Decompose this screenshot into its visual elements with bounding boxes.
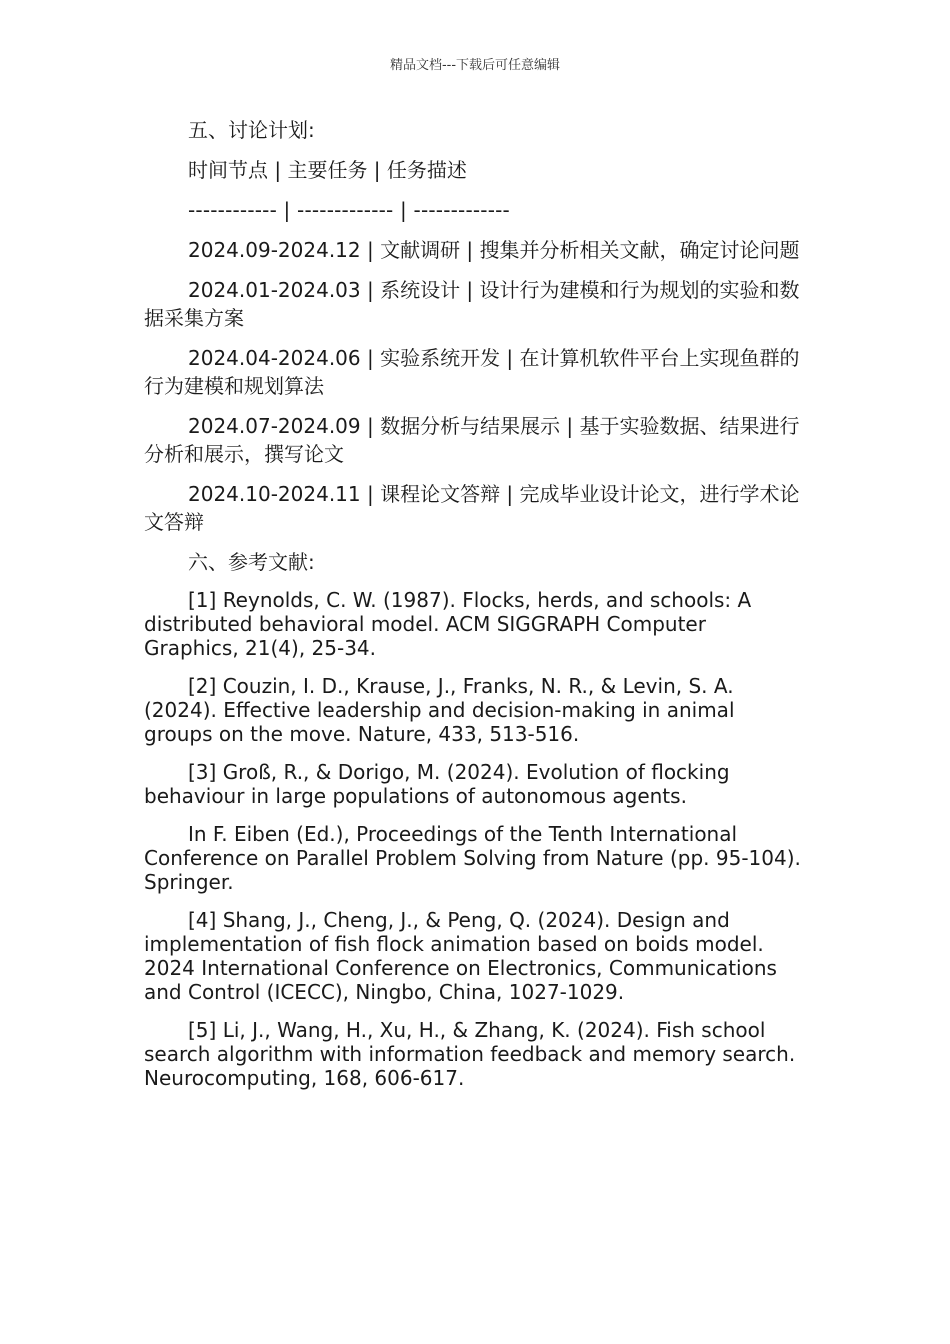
document-body xyxy=(144,116,804,1104)
reference-item: [4] Shang, J., Cheng, J., & Peng, Q. (2024). Design and implementation of fish flock animation based on boids model. 2024 International Conference on Electronics, Communications and Control (ICECC), Ningbo, China, 1027-1029. xyxy=(144,908,777,1004)
reference-item: [3] Groß, R., & Dorigo, M. (2024). Evolution of flocking behaviour in large populations of autonomous agents. xyxy=(144,760,730,808)
references-heading: 六、参考文献: xyxy=(188,550,315,574)
table-header-row: 时间节点 | 主要任务 | 任务描述 xyxy=(188,158,467,182)
table-row: 2024.04-2024.06 | 实验系统开发 | 在计算机软件平台上实现鱼群的行为建模和规划算法 xyxy=(144,346,800,398)
table-row: 2024.01-2024.03 | 系统设计 | 设计行为建模和行为规划的实验和数据采集方案 xyxy=(144,278,800,330)
page-header: 精品文档---下载后可任意编辑 xyxy=(389,58,561,73)
table-row: 2024.10-2024.11 | 课程论文答辩 | 完成毕业设计论文，进行学术论文答辩 xyxy=(144,482,800,534)
table-row: 2024.07-2024.09 | 数据分析与结果展示 | 基于实验数据、结果进行分析和展示，撰写论文 xyxy=(144,414,800,466)
reference-item: [5] Li, J., Wang, H., Xu, H., & Zhang, K. (2024). Fish school search algorithm with information feedback and memory search. Neurocomputing, 168, 606-617. xyxy=(144,1018,796,1090)
reference-item: In F. Eiben (Ed.), Proceedings of the Tenth International Conference on Parallel Problem Solving from Nature (pp. 95-104). Springer. xyxy=(144,822,801,894)
reference-item: [1] Reynolds, C. W. (1987). Flocks, herds, and schools: A distributed behavioral model. ACM SIGGRAPH Computer Graphics, 21(4), 25-34. xyxy=(144,588,752,660)
reference-item: [2] Couzin, I. D., Krause, J., Franks, N. R., & Levin, S. A. (2024). Effective leadership and decision-making in animal groups on the move. Nature, 433, 513-516. xyxy=(144,674,735,746)
table-row: 2024.09-2024.12 | 文献调研 | 搜集并分析相关文献，确定讨论问题 xyxy=(188,238,800,262)
table-separator-row: ------------ | ------------- | ------------- xyxy=(188,198,510,222)
discussion-heading: 五、讨论计划: xyxy=(188,118,315,142)
